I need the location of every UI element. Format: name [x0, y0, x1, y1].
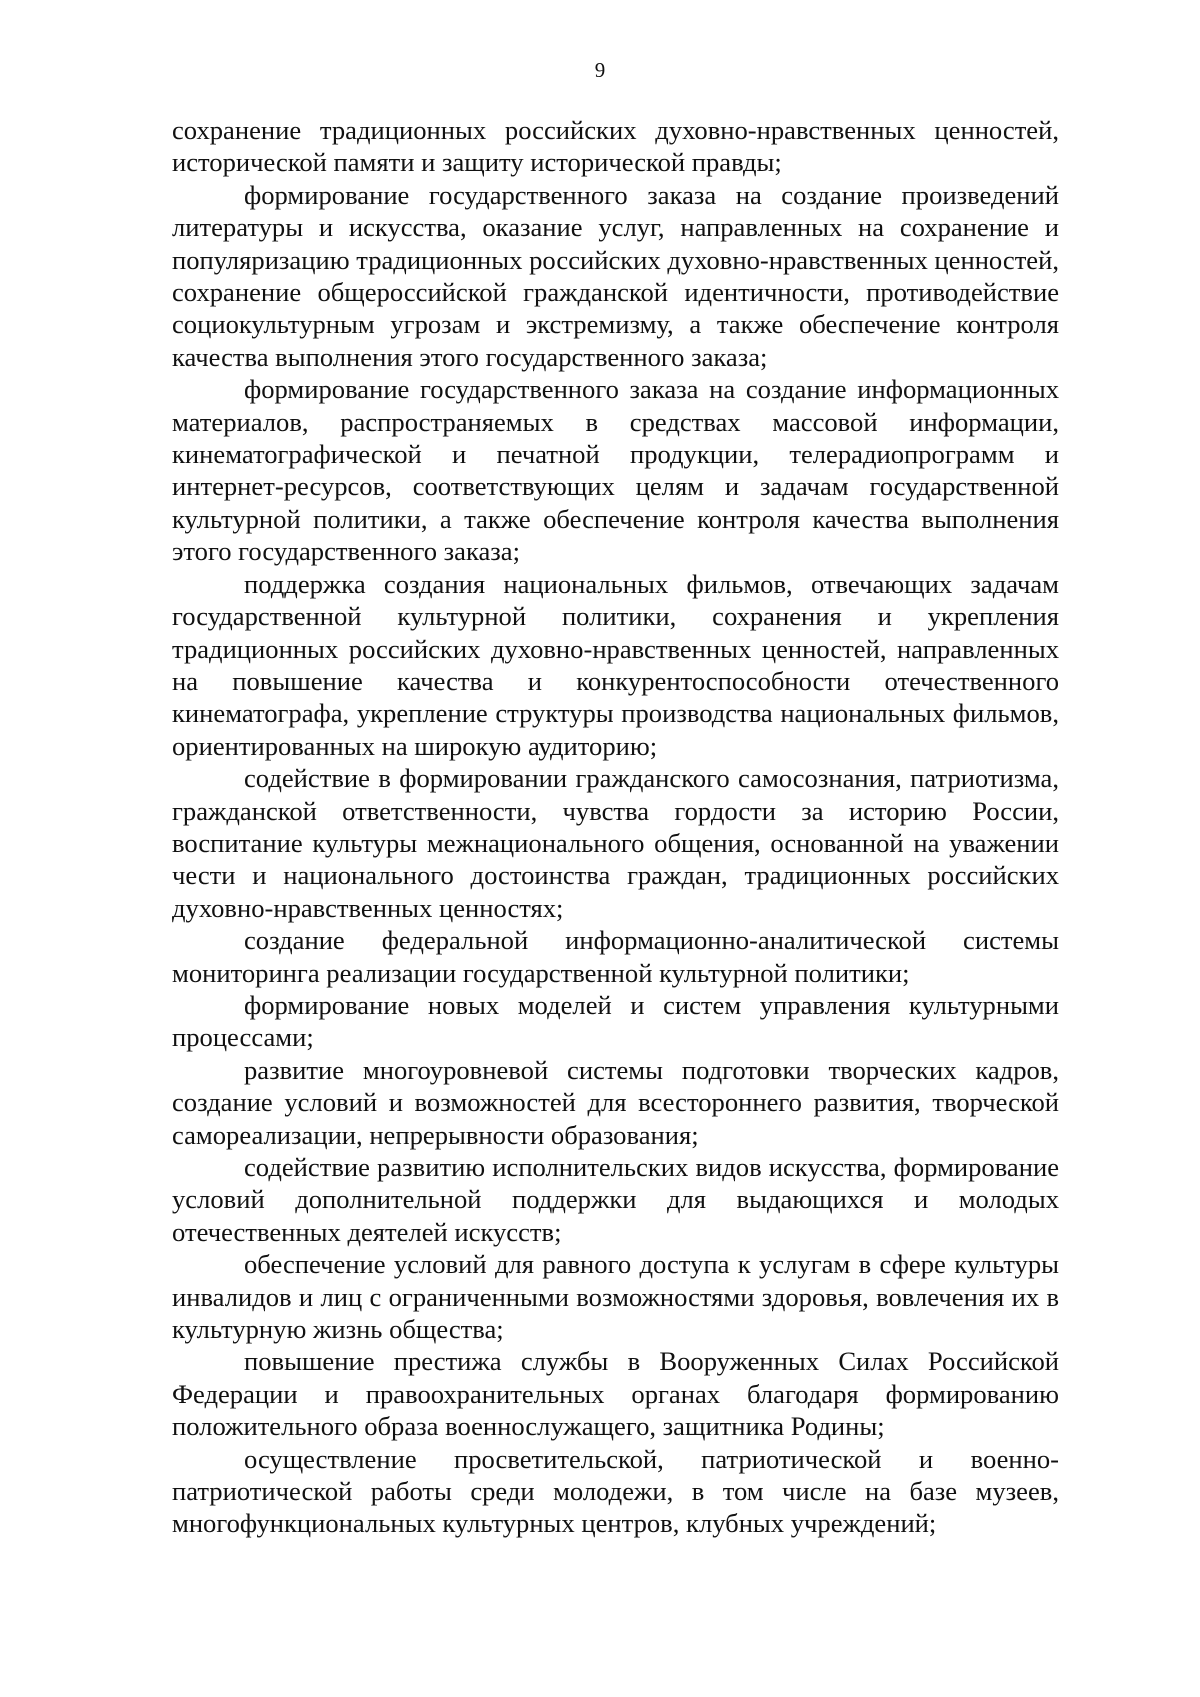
paragraph: поддержка создания национальных фильмов, отвечающих задачам государственной культурной политики, сохранения и укрепления традиционных российских духовно-нравственных ценностей, направленных на повышение качества и конкурентоспособности отечественного кинематографа, укрепление структуры производства национальных фильмов, ориентированных на широкую аудиторию; [172, 568, 1059, 761]
paragraph: сохранение традиционных российских духовно-нравственных ценностей, исторической памяти и защиту исторической правды; [172, 115, 1059, 178]
paragraph: повышение престижа службы в Вооруженных Силах Российской Федерации и правоохранительных органах благодаря формированию положительного образа военнослужащего, защитника Родины; [172, 1346, 1059, 1442]
document-body [172, 114, 1059, 1540]
paragraph: формирование государственного заказа на создание произведений литературы и искусства, оказание услуг, направленных на сохранение и популяризацию традиционных российских духовно-нравственных ценностей, сохранение общероссийской гражданской идентичности, противодействие социокультурным угрозам и экстремизму, а также обеспечение контроля качества выполнения этого государственного заказа; [172, 179, 1059, 372]
paragraph: формирование государственного заказа на создание информационных материалов, распространяемых в средствах массовой информации, кинематографической и печатной продукции, телерадиопрограмм и интернет-ресурсов, соответствующих целям и задачам государственной культурной политики, а также обеспечение контроля качества выполнения этого государственного заказа; [172, 374, 1059, 567]
paragraph: содействие развитию исполнительских видов искусства, формирование условий дополнительной поддержки для выдающихся и молодых отечественных деятелей искусств; [172, 1152, 1059, 1247]
paragraph: обеспечение условий для равного доступа к услугам в сфере культуры инвалидов и лиц с ограниченными возможностями здоровья, вовлечения их в культурную жизнь общества; [172, 1249, 1059, 1345]
paragraph: содействие в формировании гражданского самосознания, патриотизма, гражданской ответственности, чувства гордости за историю России, воспитание культуры межнационального общения, основанной на уважении чести и национального достоинства граждан, традиционных российских духовно-нравственных ценностях; [172, 763, 1059, 923]
paragraph: развитие многоуровневой системы подготовки творческих кадров, создание условий и возможностей для всестороннего развития, творческой самореализации, непрерывности образования; [172, 1054, 1059, 1150]
page-number: 9 [594, 58, 606, 82]
paragraph: формирование новых моделей и систем управления культурными процессами; [172, 989, 1059, 1053]
paragraph: осуществление просветительской, патриотической и военно-патриотической работы среди молодежи, в том числе на базе музеев, многофункциональных культурных центров, клубных учреждений; [172, 1443, 1059, 1539]
paragraph: создание федеральной информационно-аналитической системы мониторинга реализации государственной культурной политики; [172, 925, 1059, 988]
